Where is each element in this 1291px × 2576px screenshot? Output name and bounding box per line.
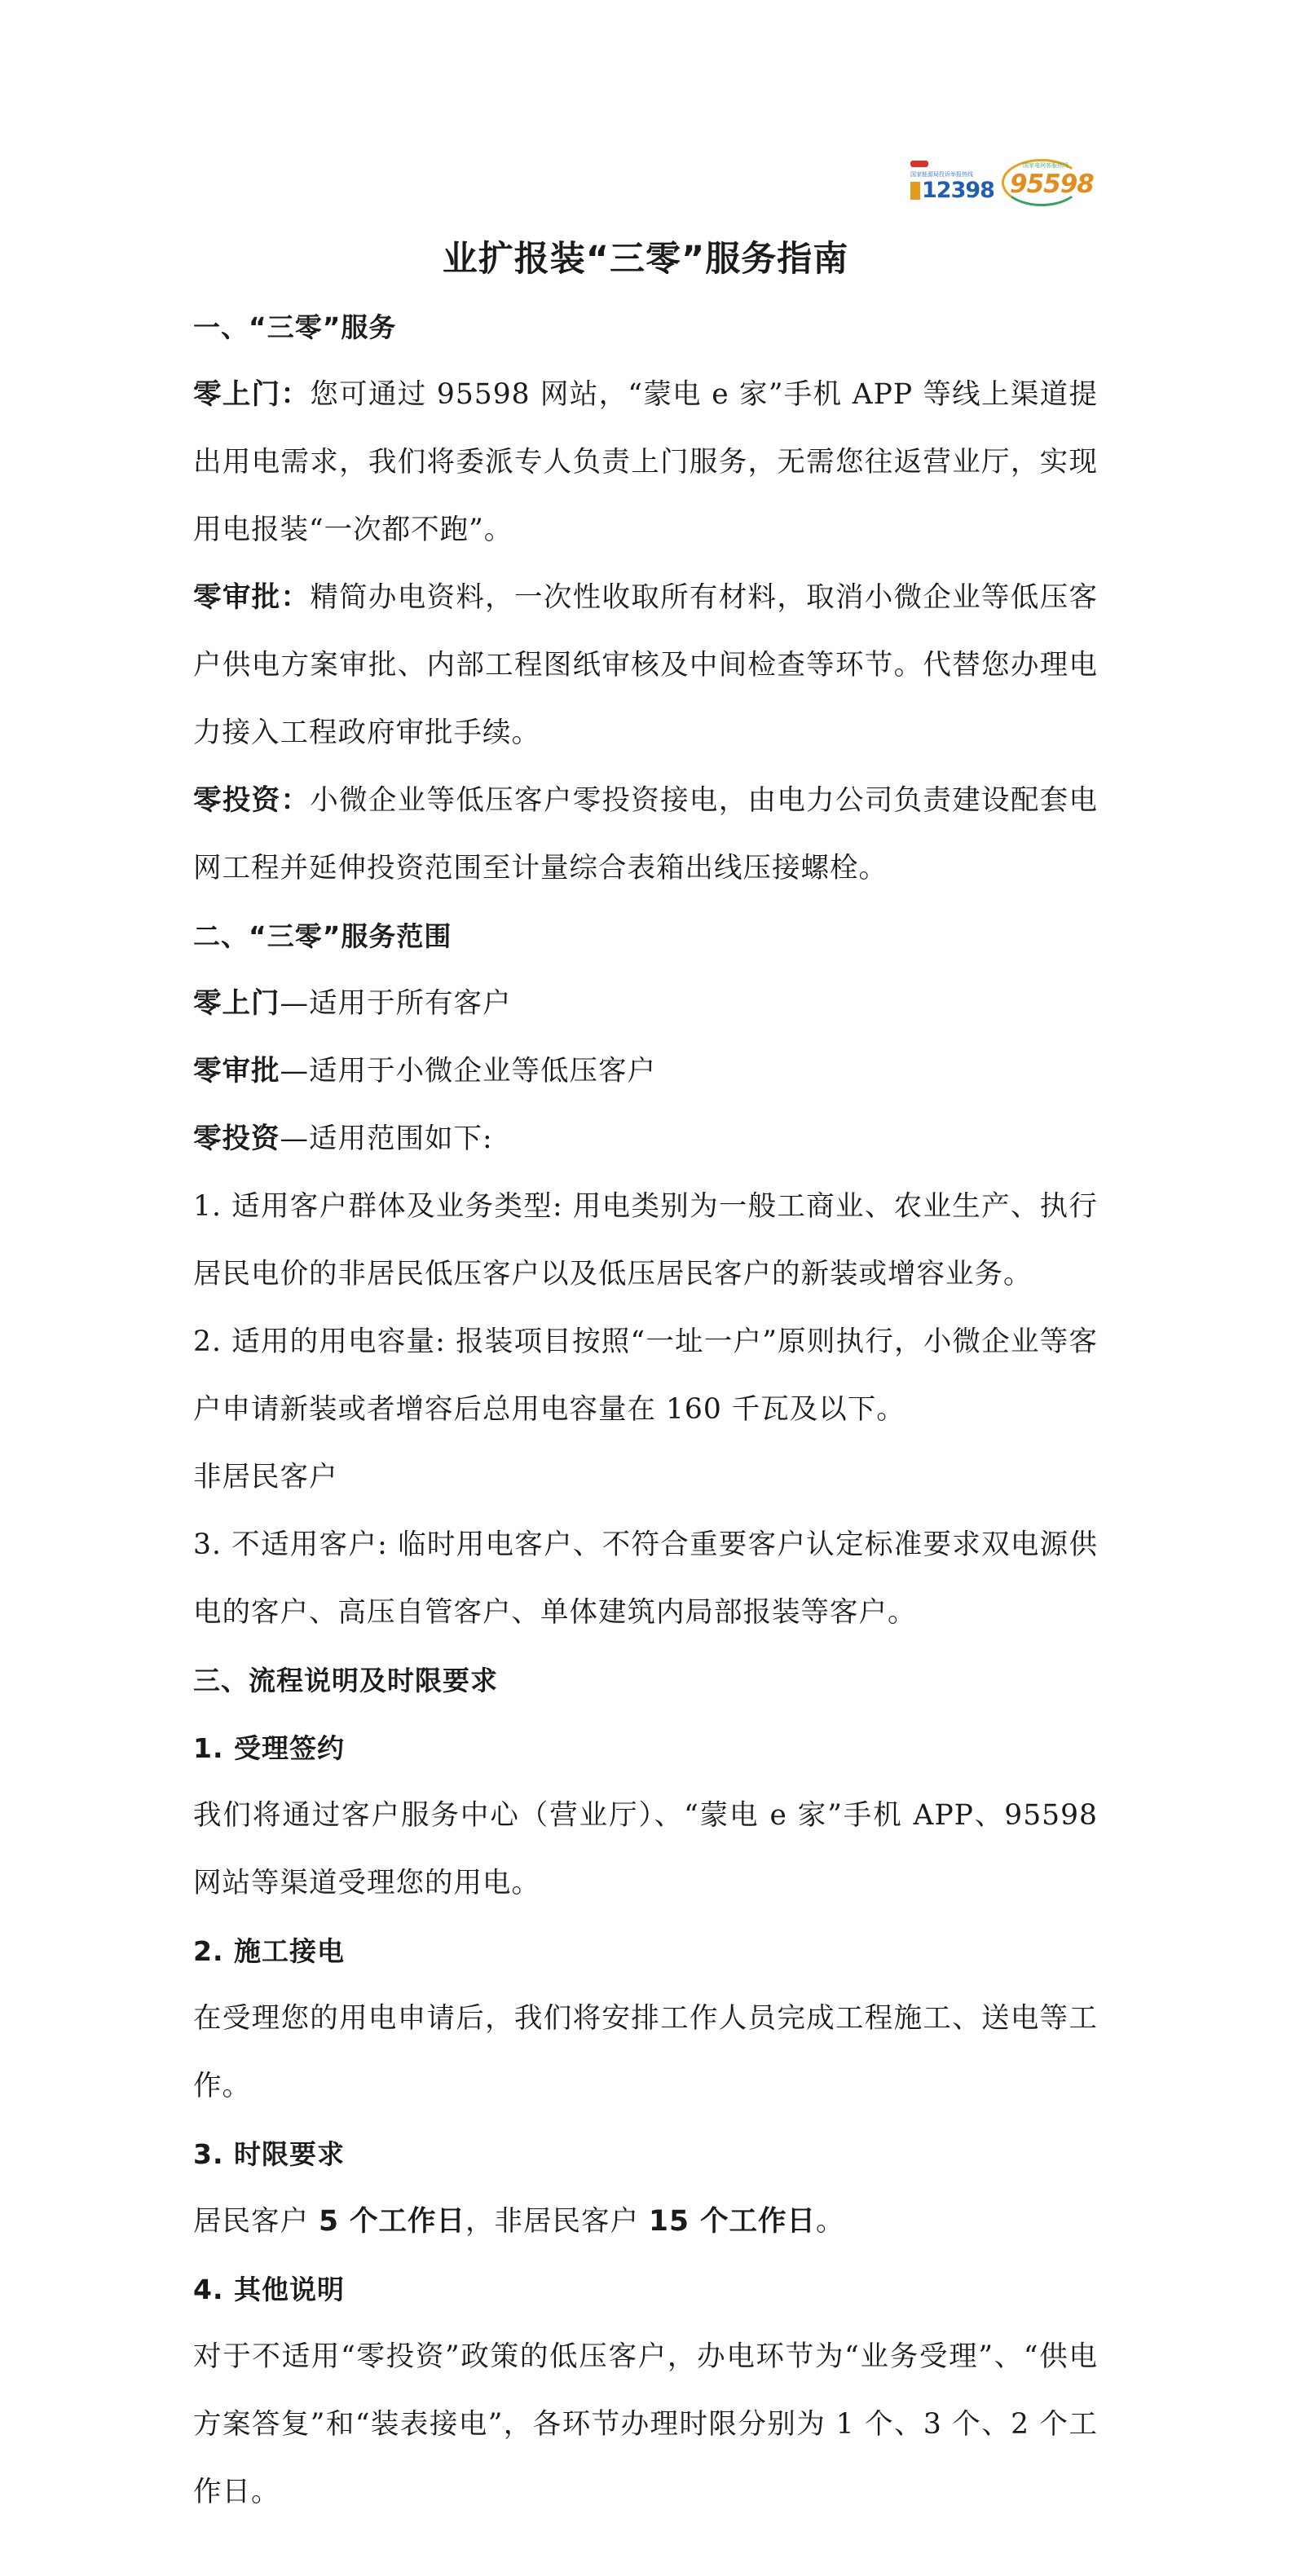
12398-hotline-logo xyxy=(901,157,994,206)
logo-12398-caption: 国家能源局投诉举报热线 xyxy=(910,171,973,178)
95598-hotline-logo xyxy=(998,157,1094,206)
non-resident-label: 非居民客户 xyxy=(193,1461,338,1493)
header-logos xyxy=(901,157,1094,206)
logo-95598-caption: 国家电网客服热线 xyxy=(1023,162,1068,169)
time-limit-middle: ，非居民客户 xyxy=(465,2205,649,2238)
scope-zero-investment xyxy=(193,1105,1098,1173)
zero-visit-paragraph xyxy=(193,361,1098,564)
time-limit-suffix: 。 xyxy=(815,2205,845,2238)
scope-zero-approval-label: 零审批 xyxy=(193,1055,280,1087)
step1-text: 我们将通过客户服务中心（营业厅）、“蒙电 e 家”手机 APP、95598 网站等渠道受理您的用电。 xyxy=(193,1799,1098,1899)
step2-text: 在受理您的用电申请后，我们将安排工作人员完成工程施工、送电等工作。 xyxy=(193,2002,1098,2102)
scope-zero-visit-label: 零上门 xyxy=(193,987,280,1020)
scope-zero-visit xyxy=(193,970,1098,1038)
time-limit-prefix: 居民客户 xyxy=(193,2205,319,2238)
page-title: 业扩报装“三零”服务指南 xyxy=(442,239,849,280)
step4-heading: 4. 其他说明 xyxy=(193,2274,345,2305)
step4-text: 对于不适用“零投资”政策的低压客户，办电环节为“业务受理”、“供电方案答复”和“装表接电”，各环节办理时限分别为 1 个、3 个、2 个工作日。 xyxy=(193,2340,1098,2508)
step3-text xyxy=(193,2188,1098,2256)
scope-item-3: 3. 不适用客户: 临时用电客户、不符合重要客户认定标准要求双电源供电的客户、高压自管客户、单体建筑内局部报装等客户。 xyxy=(193,1528,1098,1629)
scope-item-1: 1. 适用客户群体及业务类型: 用电类别为一般工商业、农业生产、执行居民电价的非居民低压客户以及低压居民客户的新装或增容业务。 xyxy=(193,1190,1098,1290)
scope-item-2: 2. 适用的用电容量: 报装项目按照“一址一户”原则执行，小微企业等客户申请新装或者增容后总用电容量在 160 千瓦及以下。 xyxy=(193,1325,1098,1426)
zero-approval-paragraph xyxy=(193,564,1098,767)
step3-heading: 3. 时限要求 xyxy=(193,2138,345,2170)
zero-visit-label: 零上门： xyxy=(193,378,311,411)
step1-heading: 1. 受理签约 xyxy=(193,1732,345,1764)
logo-95598-number: 95598 xyxy=(1010,170,1094,199)
nonresident-days: 15 个工作日 xyxy=(648,2205,816,2238)
scope-zero-investment-text: —适用范围如下: xyxy=(280,1123,493,1155)
section3-heading: 三、流程说明及时限要求 xyxy=(193,1665,498,1696)
zero-approval-label: 零审批： xyxy=(193,581,311,614)
energy-bureau-emblem-icon xyxy=(910,161,928,167)
scope-zero-approval-text: —适用于小微企业等低压客户 xyxy=(280,1055,656,1087)
zero-investment-paragraph xyxy=(193,767,1098,902)
section2-heading: 二、“三零”服务范围 xyxy=(193,920,452,952)
logo-12398-mark-icon xyxy=(910,182,920,200)
zero-visit-text: 您可通过 95598 网站，“蒙电 e 家”手机 APP 等线上渠道提出用电需求，我们将委派专人负责上门服务，无需您往返营业厅，实现用电报装“一次都不跑”。 xyxy=(193,378,1098,546)
scope-zero-approval xyxy=(193,1038,1098,1105)
step2-heading: 2. 施工接电 xyxy=(193,1935,345,1967)
zero-approval-text: 精简办电资料，一次性收取所有材料，取消小微企业等低压客户供电方案审批、内部工程图纸审核及中间检查等环节。代替您办理电力接入工程政府审批手续。 xyxy=(193,581,1099,749)
resident-days: 5 个工作日 xyxy=(318,2205,465,2238)
scope-zero-investment-label: 零投资 xyxy=(193,1123,280,1155)
scope-zero-visit-text: —适用于所有客户 xyxy=(280,987,512,1020)
zero-investment-label: 零投资： xyxy=(193,784,311,817)
section1-heading: 一、“三零”服务 xyxy=(193,311,397,343)
logo-12398-number: 12398 xyxy=(922,178,994,203)
zero-investment-text: 小微企业等低压客户零投资接电，由电力公司负责建设配套电网工程并延伸投资范围至计量综合表箱出线压接螺栓。 xyxy=(193,784,1099,884)
document-body xyxy=(193,293,1098,2526)
